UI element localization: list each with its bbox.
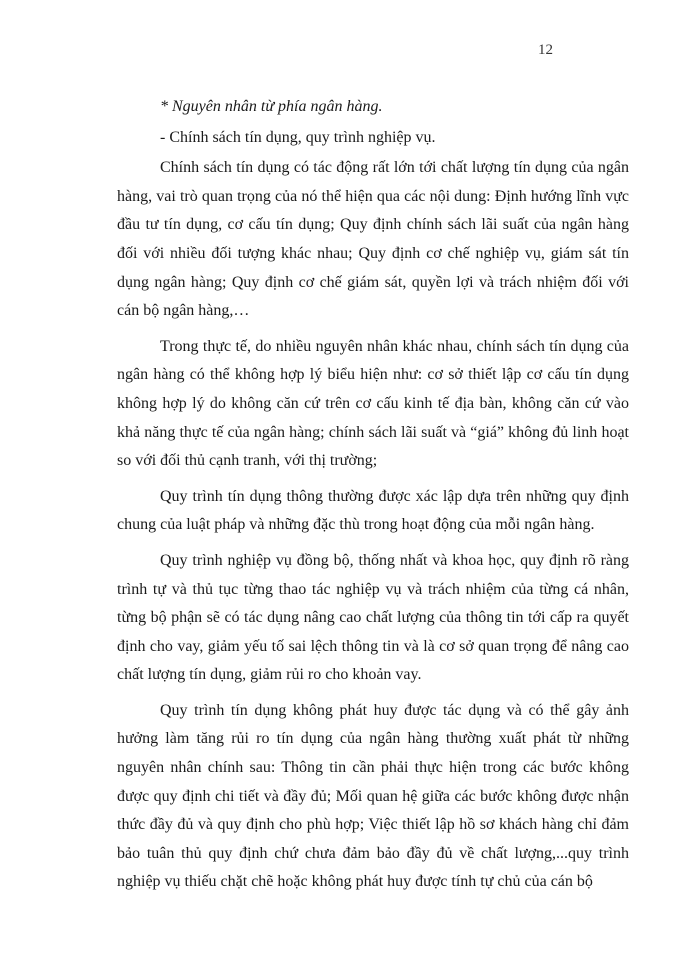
paragraph-process-benefits: Quy trình nghiệp vụ đồng bộ, thống nhất và khoa học, quy định rõ ràng trình tự và thủ tục từng thao tác nghiệp vụ và trách nhiệm của từng cá nhân, từng bộ phận sẽ có tác dụng nâng cao chất lượng của thông tin tới cấp ra quyết định cho vay, giảm yếu tố sai lệch thông tin và là cơ sở quan trọng để nâng cao chất lượng tín dụng, giảm rủi ro cho khoản vay.: [117, 551, 629, 684]
section-subheading: - Chính sách tín dụng, quy trình nghiệp vụ.: [160, 128, 436, 146]
section-heading: * Nguyên nhân từ phía ngân hàng.: [160, 98, 383, 115]
page-number: 12: [538, 42, 553, 58]
paragraph-credit-process: Quy trình tín dụng thông thường được xác lập dựa trên những quy định chung của luật pháp và những đặc thù trong hoạt động của mỗi ngân hàng.: [117, 487, 629, 534]
paragraph-credit-policy: Chính sách tín dụng có tác động rất lớn tới chất lượng tín dụng của ngân hàng, vai trò quan trọng của nó thể hiện qua các nội dung: Định hướng lĩnh vực đầu tư tín dụng, cơ cấu tín dụng; Quy định chính sách lãi suất của ngân hàng đối với nhiều đối tượng khác nhau; Quy định cơ chế nghiệp vụ, giám sát tín dụng ngân hàng; Quy định cơ chế giám sát, quyền lợi và trách nhiệm đối với cán bộ ngân hàng,…: [117, 159, 629, 320]
paragraph-policy-in-practice: Trong thực tế, do nhiều nguyên nhân khác nhau, chính sách tín dụng của ngân hàng có thể không hợp lý biểu hiện như: cơ sở thiết lập cơ cấu tín dụng không hợp lý do không căn cứ trên cơ cấu kinh tế địa bàn, không căn cứ vào khả năng thực tế của ngân hàng; chính sách lãi suất và “giá” không đủ linh hoạt so với đối thủ cạnh tranh, với thị trường;: [117, 337, 629, 470]
paragraph-process-failures: Quy trình tín dụng không phát huy được tác dụng và có thể gây ảnh hưởng làm tăng rủi ro tín dụng của ngân hàng thường xuất phát từ những nguyên nhân chính sau: Thông tin cần phải thực hiện trong các bước không được quy định chi tiết và đầy đủ; Mối quan hệ giữa các bước không được nhận thức đầy đủ và quy định cho phù hợp; Việc thiết lập hồ sơ khách hàng chỉ đảm bảo tuân thủ quy định chứ chưa đảm bảo đầy đủ về chất lượng,...quy trình nghiệp vụ thiếu chặt chẽ hoặc không phát huy được tính tự chủ của cán bộ: [117, 701, 629, 891]
document-body: [117, 93, 629, 904]
